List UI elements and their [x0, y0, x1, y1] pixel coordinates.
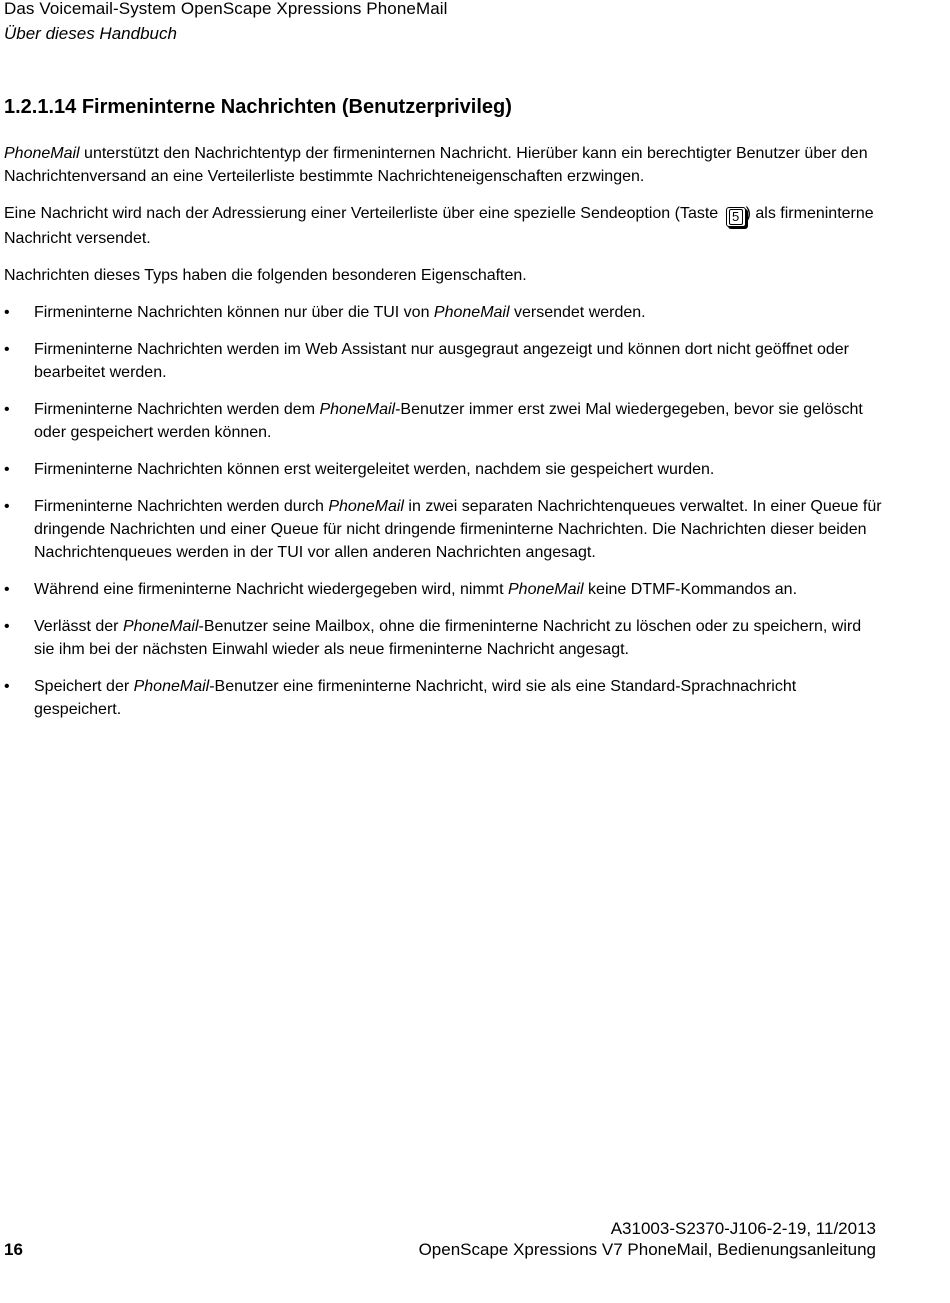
- list-item: [4, 338, 884, 384]
- intro-paragraph-2-before: Eine Nachricht wird nach der Adressierung einer Verteilerliste über eine spezielle Sendeoption (Taste: [4, 205, 723, 222]
- document-title: OpenScape Xpressions V7 PhoneMail, Bedienungsanleitung: [418, 1240, 876, 1259]
- bullet-icon: •: [4, 401, 10, 418]
- intro-paragraph-3: Nachrichten dieses Typs haben die folgenden besonderen Eigenschaften.: [4, 267, 527, 284]
- intro-paragraph-2: [4, 202, 884, 250]
- list-item-text: Firmeninterne Nachrichten werden im Web Assistant nur ausgegraut angezeigt und können dort nicht geöffnet oder bearbeitet werden.: [34, 341, 850, 381]
- list-item-text: -Benutzer immer erst zwei Mal wiedergegeben, bevor sie gelöscht oder gespeichert werden können.: [34, 401, 863, 441]
- list-item-text: keine DTMF-Kommandos an.: [583, 581, 798, 598]
- key-label: 5: [729, 209, 743, 225]
- list-item-text: Firmeninterne Nachrichten werden durch: [34, 498, 329, 515]
- page-number: 16: [4, 1240, 23, 1259]
- list-item-text: in zwei separaten Nachrichtenqueues verwaltet. In einer Queue für dringende Nachrichten und einer Queue für nicht dringende firmeninterne Nachrichten. Die Nachrichten dieser beiden Nachrichtenqueues werden in der TUI vor allen anderen Nachrichten angesagt.: [34, 498, 882, 561]
- bullet-icon: •: [4, 498, 10, 515]
- list-item-text: Verlässt der: [34, 618, 123, 635]
- list-item-text: Firmeninterne Nachrichten können nur über die TUI von: [34, 304, 434, 321]
- list-item: [4, 615, 884, 661]
- list-item-text: versendet werden.: [509, 304, 646, 321]
- list-item-text: -Benutzer seine Mailbox, ohne die firmeninterne Nachricht zu löschen oder zu speichern, wird sie ihm bei der nächsten Einwahl wieder als neue firmeninterne Nachricht angesagt.: [34, 618, 862, 658]
- document-number: A31003-S2370-J106-2-19, 11/2013: [610, 1219, 876, 1238]
- list-item-text: Firmeninterne Nachrichten können erst weitergeleitet werden, nachdem sie gespeichert wurden.: [34, 461, 715, 478]
- main-content: [4, 142, 884, 735]
- bullet-icon: •: [4, 678, 10, 695]
- product-name: PhoneMail: [433, 304, 510, 321]
- list-item: [4, 578, 884, 601]
- intro-paragraph-1-text: unterstützt den Nachrichtentyp der firmeninternen Nachricht. Hierüber kann ein berechtigter Benutzer über den Nachrichtenversand an eine Verteilerliste bestimmte Nachrichteneigenschaften erzwingen.: [4, 145, 868, 185]
- page-header: [4, 0, 904, 42]
- bullet-icon: •: [4, 461, 10, 478]
- section-heading: 1.2.1.14 Firmeninterne Nachrichten (Benutzerprivileg): [4, 96, 512, 118]
- list-item-text: -Benutzer eine firmeninterne Nachricht, wird sie als eine Standard-Sprachnachricht gespeichert.: [34, 678, 797, 718]
- list-item-text: Während eine firmeninterne Nachricht wiedergegeben wird, nimmt: [34, 581, 508, 598]
- page-footer: [4, 1218, 876, 1264]
- feature-list: [4, 301, 884, 721]
- bullet-icon: •: [4, 581, 10, 598]
- product-name: PhoneMail: [122, 618, 199, 635]
- header-subtitle: Über dieses Handbuch: [4, 24, 177, 43]
- list-item-text: Speichert der: [34, 678, 134, 695]
- product-name: PhoneMail: [4, 145, 80, 162]
- list-item: [4, 675, 884, 721]
- product-name: PhoneMail: [328, 498, 404, 515]
- list-item-text: Firmeninterne Nachrichten werden dem: [34, 401, 320, 418]
- list-item: [4, 398, 884, 444]
- product-name: PhoneMail: [319, 401, 396, 418]
- bullet-icon: •: [4, 304, 10, 321]
- intro-paragraph-1: [4, 142, 884, 188]
- header-title: Das Voicemail-System OpenScape Xpressions PhoneMail: [4, 0, 448, 18]
- product-name: PhoneMail: [133, 678, 210, 695]
- key-5-icon: [726, 207, 746, 227]
- list-item: [4, 495, 884, 564]
- product-name: PhoneMail: [508, 581, 584, 598]
- bullet-icon: •: [4, 618, 10, 635]
- bullet-icon: •: [4, 341, 10, 358]
- list-item: [4, 458, 884, 481]
- list-item: [4, 301, 884, 324]
- intro-paragraph-2-after: ) als firmeninterne Nachricht versendet.: [4, 205, 874, 247]
